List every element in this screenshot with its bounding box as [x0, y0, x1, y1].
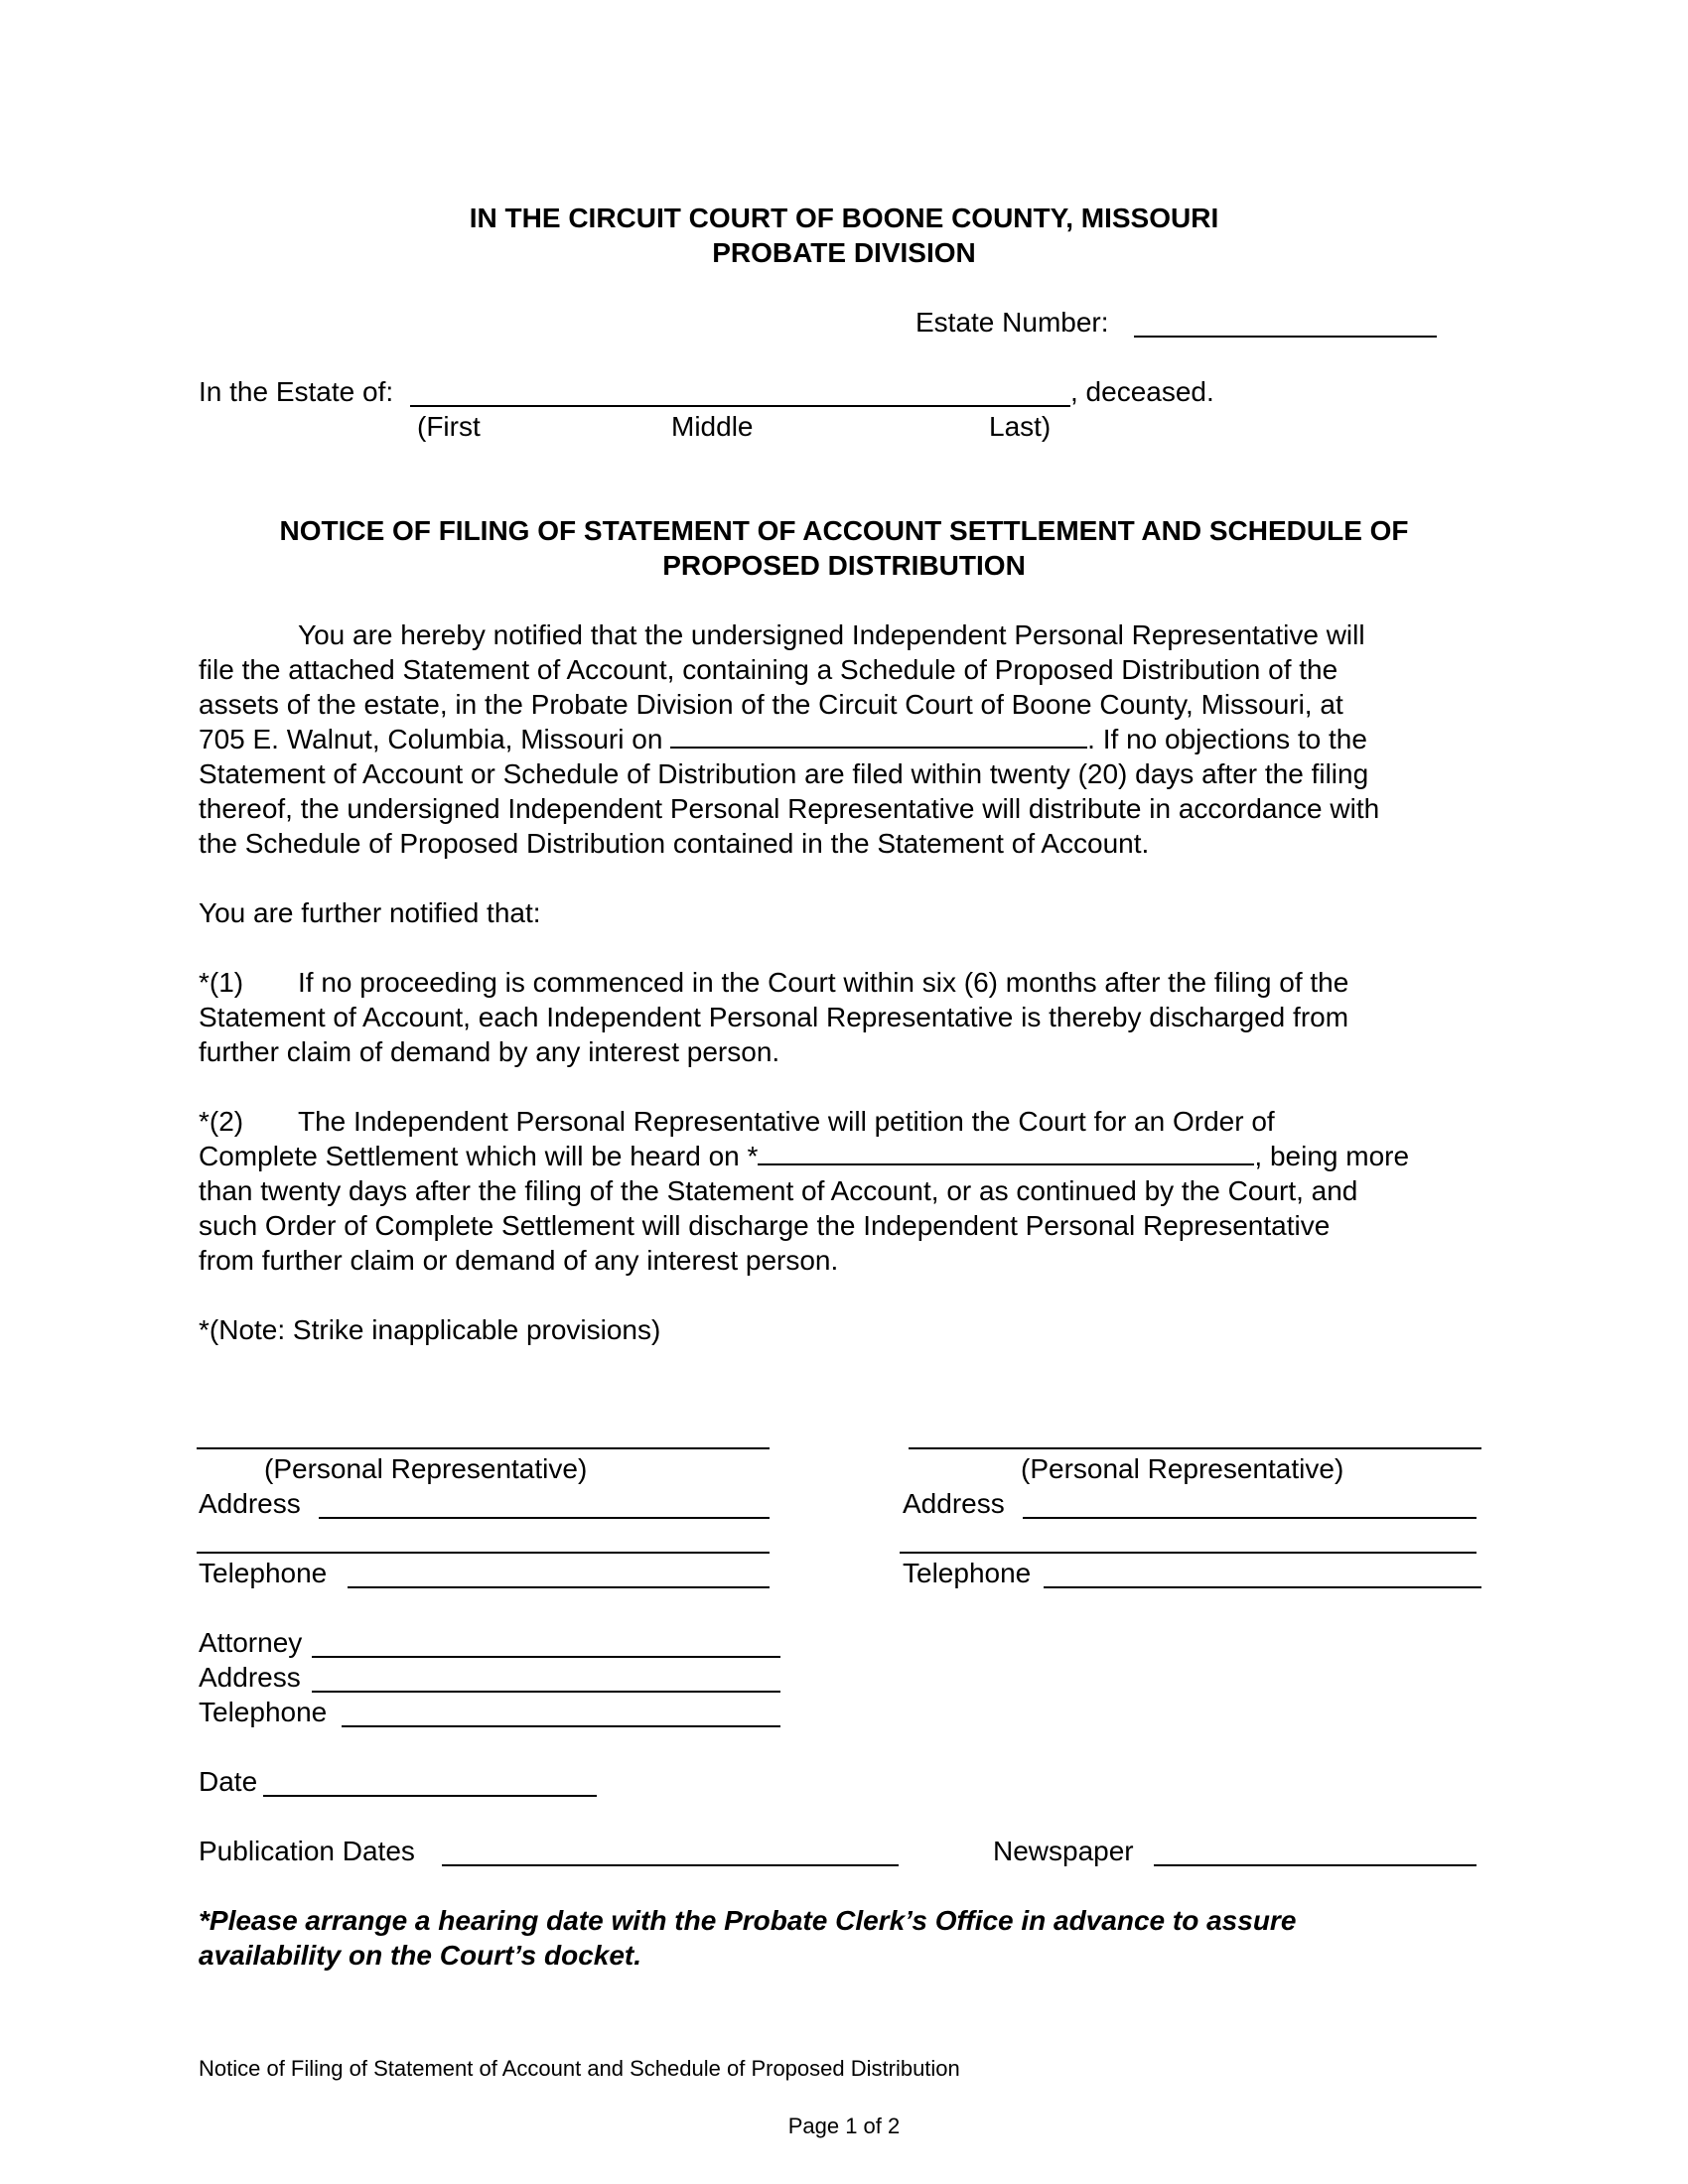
rep1-address-label: Address — [199, 1488, 301, 1519]
rep2-signature-line[interactable] — [909, 1447, 1481, 1449]
rep2-address-field[interactable] — [1023, 1517, 1477, 1519]
rep1-telephone-field[interactable] — [348, 1586, 770, 1588]
rep2-caption: (Personal Representative) — [1021, 1453, 1344, 1484]
further-notified: You are further notified that: — [199, 897, 541, 928]
notice-title-line2: PROPOSED DISTRIBUTION — [662, 550, 1026, 581]
filing-date-field[interactable] — [670, 723, 1087, 749]
page-number: Page 1 of 2 — [787, 2114, 901, 2138]
estate-number-field[interactable] — [1134, 336, 1437, 338]
rep1-telephone-label: Telephone — [199, 1558, 328, 1588]
attorney-telephone-field[interactable] — [342, 1725, 780, 1727]
hearing-notice-line1: *Please arrange a hearing date with the Probate Clerk’s Office in advance to assure — [199, 1905, 1297, 1936]
attorney-label: Attorney — [199, 1627, 303, 1658]
date-field[interactable] — [263, 1795, 597, 1797]
middle-name-caption: Middle — [671, 411, 754, 442]
footer-form-name: Notice of Filing of Statement of Account and Schedule of Proposed Distribution — [199, 2056, 960, 2081]
rep2-address-label: Address — [903, 1488, 1005, 1519]
notification-paragraph: You are hereby notified that the undersigned Independent Personal Representative will file the attached Statement of Account, containing a Schedule of Proposed Distribution of the assets of the estate, in the Probate Division of the Circuit Court of Boone County, Missouri, at 705 E. Walnut, Columbia, Missouri on . If no objections to the Statement of Account or Schedule of Distribution are filed within twenty (20) days after the filing thereof, the undersigned Independent Personal Representative will distribute in accordance with the Schedule of Proposed Distribution contained in the Statement of Account. — [199, 619, 1380, 859]
hearing-notice-line2: availability on the Court’s docket. — [199, 1940, 642, 1971]
publication-dates-label: Publication Dates — [199, 1836, 415, 1866]
provision-2: *(2) The Independent Personal Representative will petition the Court for an Order of Complete Settlement which will be heard on * , being more than twenty days after the filing of the Statement of Account, or as continued by the Court, and such Order of Complete Settlement will discharge the Independent Personal Representative from further claim or demand of any interest person. — [199, 1106, 1410, 1276]
decedent-name-field[interactable] — [410, 405, 1070, 407]
provision-1: *(1) If no proceeding is commenced in the Court within six (6) months after the filing of the Statement of Account, each Independent Personal Representative is thereby discharged from further claim of demand by any interest person. — [199, 967, 1349, 1067]
court-heading: IN THE CIRCUIT COURT OF BOONE COUNTY, MISSOURI — [469, 203, 1219, 233]
rep2-telephone-label: Telephone — [903, 1558, 1032, 1588]
rep1-caption: (Personal Representative) — [264, 1453, 588, 1484]
rep1-address-field[interactable] — [319, 1517, 770, 1519]
attorney-field[interactable] — [312, 1656, 780, 1658]
rep2-address-line2[interactable] — [900, 1552, 1477, 1554]
last-name-caption: Last) — [989, 411, 1052, 442]
notice-title-line1: NOTICE OF FILING OF STATEMENT OF ACCOUNT SETTLEMENT AND SCHEDULE OF — [279, 515, 1409, 546]
rep2-telephone-field[interactable] — [1044, 1586, 1481, 1588]
division-heading: PROBATE DIVISION — [712, 237, 976, 268]
strike-note: *(Note: Strike inapplicable provisions) — [199, 1314, 661, 1345]
newspaper-label: Newspaper — [993, 1836, 1134, 1866]
hearing-date-field[interactable] — [758, 1140, 1254, 1165]
estate-of-label: In the Estate of: — [199, 376, 394, 407]
attorney-telephone-label: Telephone — [199, 1697, 328, 1727]
first-name-caption: (First — [417, 411, 481, 442]
publication-dates-field[interactable] — [442, 1864, 899, 1866]
deceased-suffix: , deceased. — [1070, 376, 1214, 407]
attorney-address-field[interactable] — [312, 1691, 780, 1693]
attorney-address-label: Address — [199, 1662, 301, 1693]
date-label: Date — [199, 1766, 258, 1797]
rep1-signature-line[interactable] — [197, 1447, 770, 1449]
newspaper-field[interactable] — [1154, 1864, 1477, 1866]
estate-number-label: Estate Number: — [915, 307, 1109, 338]
rep1-address-line2[interactable] — [197, 1552, 770, 1554]
